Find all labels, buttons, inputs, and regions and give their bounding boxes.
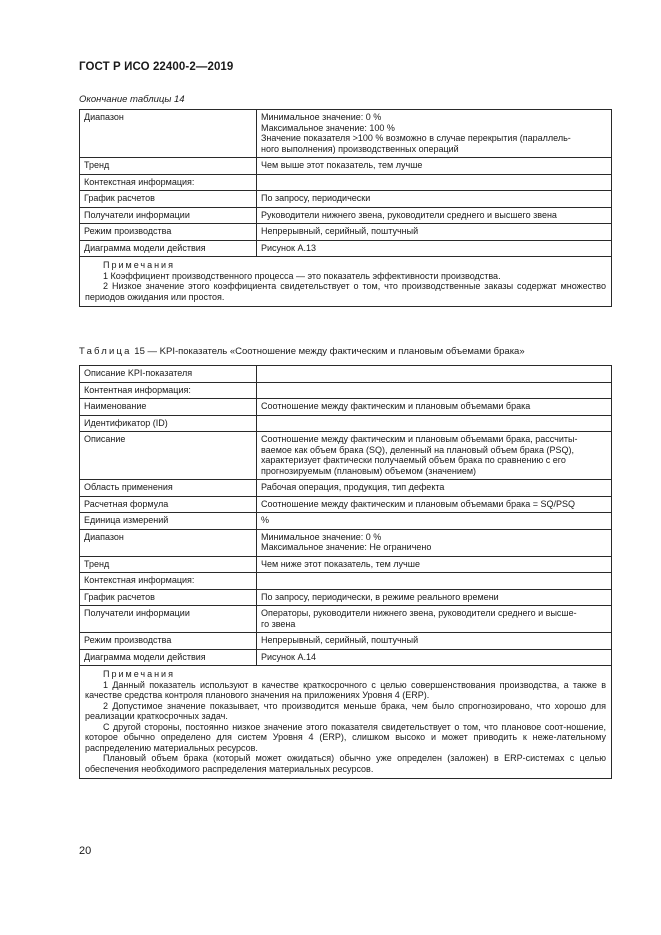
- row-value: [257, 529, 612, 556]
- row-value: [257, 110, 612, 158]
- table-row: [80, 529, 612, 556]
- table-row: [80, 174, 612, 191]
- table-row: [80, 399, 612, 416]
- row-value: [257, 496, 612, 513]
- table-15: [79, 365, 612, 779]
- table-15-caption-text: — KPI-показатель «Соотношение между фактическим и плановым объемами брака»: [147, 346, 525, 357]
- table-row: [80, 110, 612, 158]
- row-label: Идентификатор (ID): [80, 415, 257, 432]
- row-label: Единица измерений: [80, 513, 257, 530]
- table-row: [80, 432, 612, 480]
- row-label: Контекстная информация:: [80, 573, 257, 590]
- row-label: Область применения: [80, 480, 257, 497]
- notes-cell: [80, 257, 612, 307]
- value-line: Чем выше этот показатель, тем лучше: [261, 160, 423, 170]
- table-row: [80, 633, 612, 650]
- row-value: [257, 191, 612, 208]
- page-number: 20: [79, 845, 92, 857]
- row-label: Описание KPI-показателя: [80, 366, 257, 383]
- note-paragraph: 1 Коэффициент производственного процесса — это показатель эффективности производства.: [103, 270, 501, 281]
- value-line: [261, 177, 607, 188]
- value-line: Минимальное значение: 0 %: [261, 531, 382, 542]
- value-line: Соотношение между фактическим и плановым объемами брака: [261, 401, 531, 411]
- row-value: [257, 556, 612, 573]
- value-line: Значение показателя >100 % возможно в случае перекрытия (параллель-: [261, 133, 571, 143]
- table-14: [79, 109, 612, 307]
- value-line: Рисунок А.13: [261, 242, 316, 253]
- value-line: Руководители нижнего звена, руководители среднего и высшего звена: [261, 209, 557, 220]
- row-value: [257, 158, 612, 175]
- row-value: [257, 174, 612, 191]
- value-line: ваемое как объем брака (SQ), деленный на плановый объем брака (PSQ),: [261, 444, 574, 455]
- row-label: Наименование: [80, 399, 257, 416]
- row-label: Получатели информации: [80, 207, 257, 224]
- row-value: [257, 366, 612, 383]
- value-line: прогнозируемым (плановым) объемом (значением): [261, 465, 477, 476]
- row-value: [257, 513, 612, 530]
- row-value: [257, 649, 612, 666]
- notes-cell: [80, 666, 612, 779]
- row-value: [257, 240, 612, 257]
- table-row: [80, 224, 612, 241]
- value-line: Непрерывный, серийный, поштучный: [261, 635, 419, 645]
- value-line: Непрерывный, серийный, поштучный: [261, 226, 419, 236]
- value-line: го звена: [261, 618, 296, 629]
- row-value: [257, 432, 612, 480]
- value-line: [261, 385, 607, 396]
- value-line: Максимальное значение: 100 %: [261, 122, 395, 133]
- note-paragraph: 2 Низкое значение этого коэффициента свидетельствует о том, что производственные заказы содержат множество периодов ожидания или простоя.: [85, 281, 606, 302]
- value-line: Чем ниже этот показатель, тем лучше: [261, 558, 420, 569]
- row-value: [257, 633, 612, 650]
- value-line: [261, 368, 607, 379]
- row-value: [257, 207, 612, 224]
- value-line: Операторы, руководители нижнего звена, руководители среднего и высше-: [261, 608, 577, 618]
- row-label: Получатели информации: [80, 606, 257, 633]
- table-row: [80, 382, 612, 399]
- row-label: Диапазон: [80, 110, 257, 158]
- table-row: [80, 366, 612, 383]
- row-label: Диапазон: [80, 529, 257, 556]
- note-paragraph: Плановый объем брака (который может ожидаться) обычно уже определен (заложен) в ERP-системах с целью обеспечения необходимого распределения материальных ресурсов.: [85, 753, 606, 774]
- row-label: Тренд: [80, 158, 257, 175]
- value-line: [261, 575, 607, 586]
- notes-title: Примечания: [103, 260, 175, 270]
- notes-row: [80, 666, 612, 779]
- table-row: [80, 589, 612, 606]
- table-row: [80, 556, 612, 573]
- note-paragraph: 2 Допустимое значение показывает, что производится меньше брака, чем было спрогнозировано, что хорошо для реализации краткосрочных задач.: [85, 700, 606, 721]
- row-value: [257, 589, 612, 606]
- table-row: [80, 480, 612, 497]
- value-line: Соотношение между фактическим и плановым объемами брака, рассчиты-: [261, 434, 578, 444]
- row-value: [257, 573, 612, 590]
- note-paragraph: 1 Данный показатель используют в качестве краткосрочного с целью совершенствования производства, а также в качестве средства контроля планового значения на приложениях Уровня 4 (ERP).: [85, 679, 606, 700]
- table-row: [80, 415, 612, 432]
- table-row: [80, 496, 612, 513]
- row-value: [257, 382, 612, 399]
- table-row: [80, 240, 612, 257]
- row-label: Тренд: [80, 556, 257, 573]
- table-15-caption-prefix: Таблица: [79, 346, 132, 357]
- table-14-continuation-caption: Окончание таблицы 14: [79, 94, 185, 105]
- value-line: %: [261, 515, 270, 525]
- table-row: [80, 513, 612, 530]
- value-line: Минимальное значение: 0 %: [261, 112, 382, 122]
- row-label: Диаграмма модели действия: [80, 649, 257, 666]
- value-line: Рисунок А.14: [261, 651, 316, 662]
- row-label: Описание: [80, 432, 257, 480]
- value-line: По запросу, периодически, в режиме реального времени: [261, 591, 499, 602]
- table-row: [80, 207, 612, 224]
- notes-row: [80, 257, 612, 307]
- row-value: [257, 415, 612, 432]
- value-line: характеризует фактически получаемый объем брака по сравнению с его: [261, 455, 566, 465]
- table-15-caption: [79, 346, 525, 357]
- document-header: ГОСТ Р ИСО 22400-2—2019: [79, 61, 234, 73]
- value-line: ного выполнения) производственных операций: [261, 143, 459, 154]
- row-value: [257, 224, 612, 241]
- table-row: [80, 158, 612, 175]
- row-label: Режим производства: [80, 633, 257, 650]
- row-label: График расчетов: [80, 589, 257, 606]
- value-line: По запросу, периодически: [261, 193, 371, 203]
- value-line: Максимальное значение: Не ограничено: [261, 542, 432, 552]
- table-15-caption-number: 15: [134, 346, 145, 357]
- row-label: Контентная информация:: [80, 382, 257, 399]
- row-label: Режим производства: [80, 224, 257, 241]
- row-value: [257, 480, 612, 497]
- note-paragraph: С другой стороны, постоянно низкое значение этого показателя свидетельствует о том, что плановое соот-ношение, которое обычно определено для систем Уровня 4 (ERP), слишком высоко и может приводить к неже-лательному распределению материальных ресурсов.: [85, 721, 606, 753]
- value-line: Соотношение между фактическим и плановым объемами брака = SQ/PSQ: [261, 498, 575, 509]
- row-label: График расчетов: [80, 191, 257, 208]
- row-value: [257, 399, 612, 416]
- value-line: [261, 418, 607, 429]
- row-label: Диаграмма модели действия: [80, 240, 257, 257]
- table-row: [80, 649, 612, 666]
- table-row: [80, 191, 612, 208]
- row-value: [257, 606, 612, 633]
- row-label: Контекстная информация:: [80, 174, 257, 191]
- table-row: [80, 606, 612, 633]
- value-line: Рабочая операция, продукция, тип дефекта: [261, 482, 445, 492]
- table-row: [80, 573, 612, 590]
- notes-title: Примечания: [103, 669, 175, 679]
- row-label: Расчетная формула: [80, 496, 257, 513]
